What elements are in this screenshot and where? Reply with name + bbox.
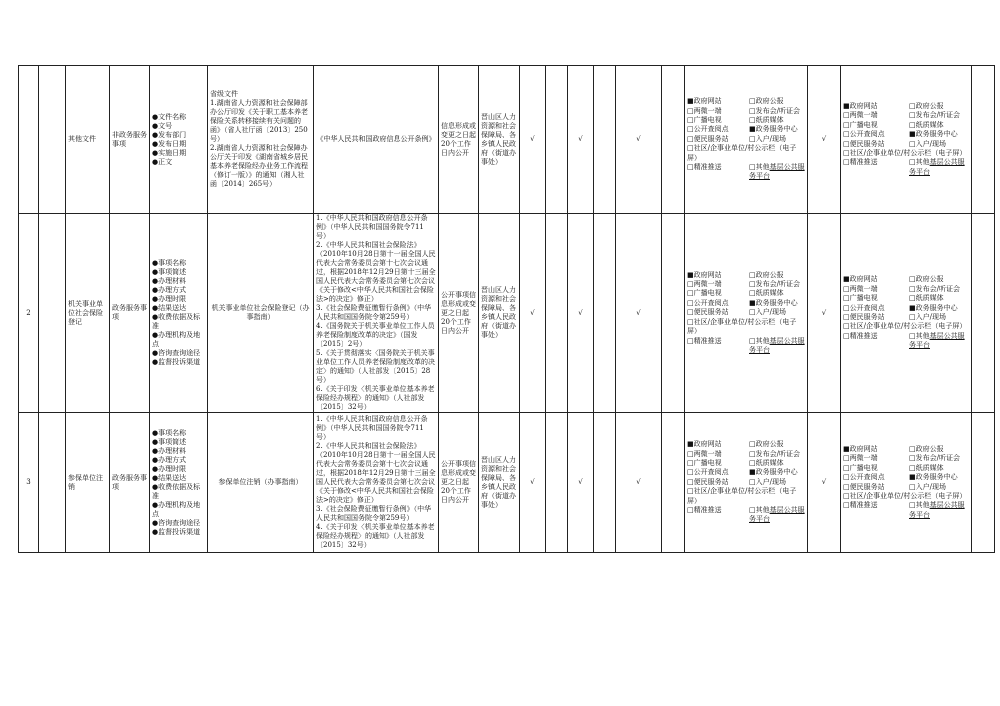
law-basis: 1.《中华人民共和国政府信息公开条例》（中华人民共和国国务院令711号） 2.《中华人民共和国社会保险法》（2010年10月28日第十一届全国人民代表大会常务委员会第十七次会议通过，根据2018年12月29日第十三届全国人民代表大会常务委员会第七次会议《关于修改<中华人民共和国社会保险法>的决定》修正） 3.《社会保险费征缴暂行条例》（中华人民共和国国务院令第259号） 4.《关于印发〈机关事业单位基本养老保险经办规程〉的通知》（人社部发〔2015〕32号） (314, 413, 439, 553)
channel-item: □便民服务站 (843, 313, 885, 321)
channels-list (843, 102, 969, 177)
channel-item: □入户/现场 (749, 308, 786, 317)
channel-item: □发布会/听证会 (909, 284, 960, 293)
channel-item: □公开查阅点 (687, 468, 729, 477)
channel-item: □便民服务站 (843, 139, 885, 148)
channel-item: □广播电视 (843, 120, 878, 129)
list-item: ●发布日期 (152, 139, 187, 148)
disclosure-table (18, 65, 995, 553)
empty-cell (546, 413, 568, 553)
channel-community: □社区/企事业单位/村公示栏（电子屏） (687, 487, 797, 505)
empty-cell (39, 214, 66, 413)
channel-precise: □精准推送 (687, 506, 722, 515)
list-item: ●收费依据及标准 (152, 482, 201, 500)
channel-item: □广播电视 (843, 463, 878, 472)
disclosure-subject: 晋山区人力资源和社会保障局、各乡镇人民政府（街道办事处） (479, 413, 520, 553)
empty-cell (546, 66, 568, 214)
channel-community: □社区/企事业单位/村公示栏（电子屏） (843, 491, 967, 500)
channel-item: □便民服务站 (687, 134, 729, 143)
row-index: 3 (19, 413, 39, 553)
channels-cell (685, 214, 808, 413)
channel-item: ■政务服务中心 (749, 468, 798, 477)
empty-cell (662, 66, 685, 214)
list-item: ●监督投诉渠道 (152, 358, 201, 366)
empty-cell (546, 214, 568, 413)
list-item: ●办理材料 (152, 277, 187, 285)
disclosure-timing: 公开事项信息形成或变更之日起20个工作日内公开 (439, 413, 479, 553)
channel-item: □纸质媒体 (909, 120, 944, 129)
channel-item: □纸质媒体 (749, 289, 784, 298)
check-mark: √ (568, 413, 594, 553)
basis-text: 参保单位注销（办事指南） (208, 413, 314, 553)
channel-item: □两微一端 (843, 284, 878, 293)
channel-item: □公开查阅点 (843, 130, 885, 139)
check-mark: √ (616, 214, 662, 413)
channels-cell (685, 413, 808, 553)
channel-precise: □精准推送 (843, 331, 878, 340)
channel-item: □入户/现场 (909, 139, 946, 148)
channel-item: □便民服务站 (687, 308, 729, 317)
list-item: ●事项名称 (152, 259, 187, 267)
channel-item: □两微一端 (687, 280, 722, 289)
channel-item: □政府公报 (909, 444, 944, 453)
channel-other: □其他基层公共服务平台 (749, 336, 805, 354)
channel-item: □发布会/听证会 (749, 449, 800, 458)
check-mark: √ (520, 214, 546, 413)
channel-other: □其他基层公共服务平台 (749, 506, 805, 524)
item-list (152, 259, 205, 367)
channel-item: □发布会/听证会 (909, 454, 960, 463)
channel-item: □政府公报 (909, 275, 944, 284)
list-item: ●正文 (152, 157, 173, 166)
channel-item: □发布会/听证会 (909, 111, 960, 120)
channel-item: ■政务服务中心 (749, 125, 798, 134)
channel-item: □两微一端 (843, 454, 878, 463)
channel-precise: □精准推送 (687, 163, 722, 172)
channel-community: □社区/企事业单位/村公示栏（电子屏） (687, 317, 797, 336)
channel-community: □社区/企事业单位/村公示栏（电子屏） (843, 322, 967, 331)
list-item: ●事项简述 (152, 268, 187, 276)
channel-precise: □精准推送 (843, 158, 878, 167)
table-row (19, 413, 995, 553)
item-category: 非政务服务事项 (110, 66, 150, 214)
channel-item: ■政府网站 (687, 440, 722, 449)
channel-item: □广播电视 (687, 115, 722, 124)
channel-item: □两微一端 (687, 106, 722, 115)
channels-list (687, 271, 805, 356)
check-mark: √ (616, 66, 662, 214)
channel-item: □广播电视 (687, 458, 722, 467)
channels-list (843, 445, 969, 520)
item-name: 参保单位注销 (66, 413, 110, 553)
check-mark: √ (616, 413, 662, 553)
list-item: ●办理时限 (152, 464, 187, 473)
channel-item: ■政府网站 (843, 101, 878, 110)
channel-item: □两微一端 (843, 111, 878, 120)
check-mark: √ (808, 214, 841, 413)
item-category: 政务服务事项 (110, 413, 150, 553)
channel-community: □社区/企事业单位/村公示栏（电子屏） (687, 144, 797, 162)
channel-item: □纸质媒体 (749, 115, 784, 124)
empty-cell (594, 66, 616, 214)
list-item: ●结果送达 (152, 473, 187, 482)
list-item: ●文件名称 (152, 112, 187, 121)
empty-cell (594, 214, 616, 413)
channel-item: □纸质媒体 (909, 294, 944, 303)
item-name: 机关事业单位社会保险登记 (66, 214, 110, 413)
check-mark: √ (568, 214, 594, 413)
channel-other: □其他基层公共服务平台 (749, 163, 805, 181)
empty-cell (39, 413, 66, 553)
empty-cell (972, 413, 995, 553)
check-mark: √ (520, 413, 546, 553)
channel-item: □公开查阅点 (843, 303, 885, 312)
list-item: ●办理方式 (152, 455, 187, 464)
item-contents (150, 66, 208, 214)
check-mark: √ (568, 66, 594, 214)
item-list (152, 429, 205, 537)
channel-other: □其他基层公共服务平台 (909, 158, 965, 176)
list-item: ●事项名称 (152, 428, 187, 437)
channel-item: ■政府网站 (843, 275, 878, 284)
channel-other: □其他基层公共服务平台 (909, 331, 965, 350)
channel-item: ■政务服务中心 (909, 473, 958, 482)
item-name: 其他文件 (66, 66, 110, 214)
empty-cell (39, 66, 66, 214)
channel-item: ■政务服务中心 (749, 298, 798, 307)
table-row (19, 66, 995, 214)
channel-item: ■政务服务中心 (909, 130, 958, 139)
channel-item: □纸质媒体 (909, 463, 944, 472)
table-row (19, 214, 995, 413)
channel-item: □政府公报 (749, 440, 784, 449)
check-mark: √ (520, 66, 546, 214)
law-basis: 1.《中华人民共和国政府信息公开条例》（中华人民共和国国务院令711号） 2.《中华人民共和国社会保险法》（2010年10月28日第十一届全国人民代表大会常务委员会第十七次会议通过，根据2018年12月29日第十三届全国人民代表大会常务委员会第七次会议《关于修改<中华人民共和国社会保险法>的决定》修正） 3.《社会保险费征缴暂行条例》（中华人民共和国国务院令第259号） 4.《国务院关于机关事业单位工作人员养老保险制度改革的决定》（国发〔2015〕2号） 5.《关于贯彻落实〈国务院关于机关事业单位工作人员养老保险制度改革的决定〉的通知》（人社部发〔2015〕28号） 6.《关于印发〈机关事业单位基本养老保险经办规程〉的通知》（人社部发〔2015〕32号） (314, 214, 439, 413)
row-index: 2 (19, 214, 39, 413)
disclosure-subject: 晋山区人力资源和社会保障局、各乡镇人民政府（街道办事处） (479, 214, 520, 413)
channel-item: ■政府网站 (843, 444, 878, 453)
channel-item: □发布会/听证会 (749, 106, 800, 115)
channel-item: □便民服务站 (843, 482, 885, 491)
channel-item: □政府公报 (749, 97, 784, 106)
channel-item: □纸质媒体 (749, 458, 784, 467)
channel-item: □入户/现场 (909, 313, 946, 321)
law-basis: 《中华人民共和国政府信息公开条例》 (314, 66, 439, 214)
list-item: ●监督投诉渠道 (152, 527, 201, 536)
channel-item: ■政府网站 (687, 270, 722, 279)
list-item: ●结果送达 (152, 304, 187, 312)
channel-community: □社区/企事业单位/村公示栏（电子屏） (843, 148, 967, 157)
channel-item: □入户/现场 (749, 134, 786, 143)
list-item: ●办理方式 (152, 286, 187, 294)
list-item: ●办理机构及地点 (152, 500, 201, 518)
row-index (19, 66, 39, 214)
channels-list (687, 440, 805, 525)
item-contents (150, 413, 208, 553)
check-mark: √ (808, 413, 841, 553)
list-item: ●咨询查询途径 (152, 518, 201, 527)
empty-cell (662, 413, 685, 553)
channel-item: □便民服务站 (687, 477, 729, 486)
list-item: ●咨询查询途径 (152, 349, 201, 357)
channels-cell (841, 214, 972, 413)
channels-list (687, 97, 805, 182)
channels-cell (685, 66, 808, 214)
list-item: ●文号 (152, 121, 173, 130)
check-mark: √ (808, 66, 841, 214)
list-item: ●收费依据及标准 (152, 313, 201, 330)
item-list (152, 113, 205, 167)
channel-item: ■政务服务中心 (909, 303, 958, 312)
list-item: ●事项简述 (152, 437, 187, 446)
channel-precise: □精准推送 (687, 336, 722, 345)
disclosure-subject: 晋山区人力资源和社会保障局、各乡镇人民政府（街道办事处） (479, 66, 520, 214)
disclosure-timing: 公开事项信息形成或变更之日起20个工作日内公开 (439, 214, 479, 413)
channel-item: □公开查阅点 (687, 298, 729, 307)
empty-cell (972, 214, 995, 413)
list-item: ●发布部门 (152, 130, 187, 139)
list-item: ●办理机构及地点 (152, 331, 201, 348)
channel-item: □广播电视 (843, 294, 878, 303)
channels-cell (841, 413, 972, 553)
channels-list (843, 275, 969, 350)
list-item: ●办理材料 (152, 446, 187, 455)
item-contents (150, 214, 208, 413)
channel-item: □公开查阅点 (843, 473, 885, 482)
channel-item: □发布会/听证会 (749, 280, 800, 289)
channel-item: □公开查阅点 (687, 125, 729, 134)
disclosure-timing: 信息形成或变更之日起20个工作日内公开 (439, 66, 479, 214)
channel-precise: □精准推送 (843, 501, 878, 510)
channel-item: □政府公报 (749, 270, 784, 279)
list-item: ●办理时限 (152, 295, 187, 303)
channel-item: □政府公报 (909, 101, 944, 110)
channel-item: □入户/现场 (909, 482, 946, 491)
empty-cell (972, 66, 995, 214)
channel-other: □其他基层公共服务平台 (909, 501, 965, 519)
item-category: 政务服务事项 (110, 214, 150, 413)
channel-item: □两微一端 (687, 449, 722, 458)
basis-text: 机关事业单位社会保险登记（办事指南） (208, 214, 314, 413)
channel-item: □广播电视 (687, 289, 722, 298)
channel-item: □入户/现场 (749, 477, 786, 486)
list-item: ●实施日期 (152, 148, 187, 157)
channels-cell (841, 66, 972, 214)
basis-text: 省级文件 1.湖南省人力资源和社会保障部办公厅印发《关于职工基本养老保险关系转移接续有关问题的函》（省人社厅函〔2013〕250号） 2.湖南省人力资源和社会保障办公厅关于印发《湖南省城乡居民基本养老保险经办业务工作流程（修订一版）》的通知（湘人社函〔2014〕265号） (208, 66, 314, 214)
empty-cell (594, 413, 616, 553)
empty-cell (662, 214, 685, 413)
channel-item: ■政府网站 (687, 97, 722, 106)
